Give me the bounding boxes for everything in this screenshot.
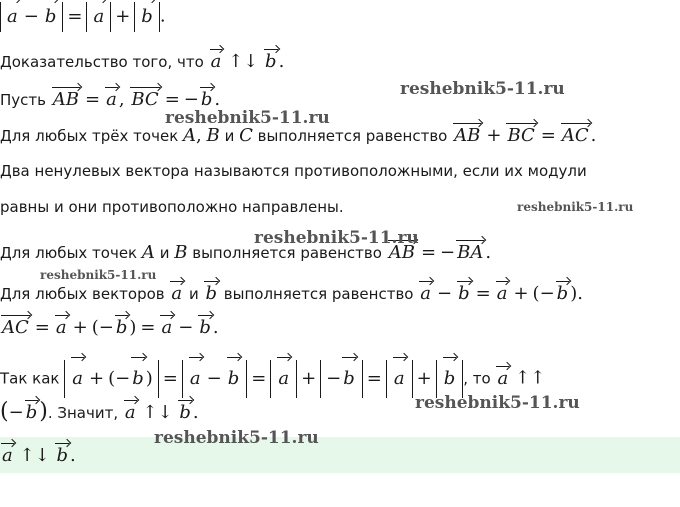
answer-highlight [0,437,680,473]
point-C: C [239,125,253,146]
period: . [577,283,583,304]
text-line-5 [0,197,344,217]
line-2-text: Пусть [0,91,46,109]
answer-line [0,446,76,466]
abs-group [386,360,413,398]
minus-sign: − [183,89,199,110]
watermark: reshebnik5-11.ru [40,268,157,282]
plus-sign: + [72,317,88,338]
vector-a: a [496,283,508,304]
vector-b: b [265,51,277,72]
period: . [278,51,285,72]
left-paren: ( [0,399,9,424]
line-5-text: равны и они противоположно направлены. [0,198,344,216]
period: . [485,242,492,263]
line-6-post: выполняется равенство [192,244,382,262]
period: . [192,402,199,423]
line-7-post: выполняется равенство [223,285,414,303]
plus-sign: + [486,125,502,146]
period: . [214,89,221,110]
text-line-1 [0,52,284,72]
line-9-pre: Так как [0,369,60,388]
line-10-text: . Значит, [47,404,119,422]
vector-AC: AC [561,125,589,146]
right-paren: ) [570,283,578,304]
period: . [590,125,597,146]
vector-b: b [200,89,213,110]
plus-sign: + [89,368,105,389]
minus-sign: − [98,317,114,338]
text-line-4 [0,161,587,181]
vector-a: a [124,402,136,423]
watermark: reshebnik5-11.ru [254,228,419,248]
equals-sign: = [140,317,156,338]
vector-a: a [171,283,183,304]
watermark: reshebnik5-11.ru [154,428,319,448]
vector-a: a [420,283,431,304]
vector-b: b [56,445,68,466]
vector-b: b [130,360,146,398]
antiparallel-symbol: ↑↓ [228,51,259,72]
vector-a: a [55,317,67,338]
minus-sign: − [115,368,131,389]
abs-group [270,360,297,398]
line-3-mid: и [224,127,235,145]
vector-BC: BC [507,125,535,146]
vector-a: a [161,317,173,338]
vector-a: a [70,360,85,398]
equation-line-0 [0,2,166,32]
text-line-2 [0,90,220,110]
equation-line-8 [0,318,219,338]
text-line-7 [0,284,583,304]
minus-sign: − [436,283,453,304]
line-9-mid: , то [463,369,491,388]
equals-sign: = [164,89,180,110]
left-paren: ( [108,368,116,389]
point-B: B [174,242,188,263]
period: . [212,317,219,338]
antiparallel-symbol: ↑↓ [19,445,50,466]
minus-sign: − [326,368,342,389]
equals-sign: = [366,367,382,389]
minus-sign: − [23,6,39,27]
period: . [70,445,76,466]
equals-sign: = [34,317,50,338]
vector-a: a [2,445,13,466]
abs-group [134,2,160,32]
comma: , [196,125,202,146]
watermark: reshebnik5-11.ru [415,393,580,413]
right-paren: ) [145,368,153,389]
vector-a: a [188,360,203,398]
point-A: A [141,242,155,263]
equals-sign: = [251,367,267,389]
vector-b: b [139,2,155,32]
point-A: A [183,125,197,146]
line-6-pre: Для любых точек [0,244,138,262]
line-7-mid: и [188,285,199,303]
text-line-10 [0,399,199,424]
line-3-pre: Для любых трёх точек [0,127,179,145]
abs-group [182,360,247,398]
vector-a: a [392,360,407,398]
minus-sign: − [178,317,194,338]
plus-sign: + [115,5,131,27]
abs-group [64,360,159,398]
right-paren: ) [129,317,137,338]
watermark: reshebnik5-11.ru [400,79,565,99]
vector-AB: AB [388,242,415,263]
right-paren: ) [39,399,48,424]
abs-group [320,360,363,398]
vector-a: a [91,2,106,32]
equals-sign: = [540,125,556,146]
vector-b: b [179,402,191,423]
minus-sign: − [539,283,555,304]
line-3-post: выполняется равенство [257,127,448,145]
line-4-text: Два ненулевых вектора называются противоположными, если их модули [0,162,587,180]
vector-b: b [43,2,59,32]
abs-group [0,2,63,32]
plus-sign: + [301,367,317,389]
plus-sign: + [513,283,529,304]
vector-b: b [25,402,38,423]
equals-sign: = [420,242,437,263]
vector-a: a [497,367,509,389]
line-7-pre: Для любых векторов [0,285,165,303]
vector-a: a [210,51,222,72]
vector-b: b [199,317,211,338]
minus-sign: − [206,368,222,389]
left-paren: ( [532,283,540,304]
line-1-text: Доказательство того, что [0,53,204,71]
vector-BC: BC [131,89,159,110]
vector-b: b [341,360,357,398]
watermark: reshebnik5-11.ru [165,108,330,128]
equals-sign: = [162,367,178,389]
text-line-3 [0,126,596,146]
vector-b: b [226,360,242,398]
vector-BA: BA [457,242,484,263]
equals-sign: = [475,283,491,304]
equals-sign: = [85,89,101,110]
left-paren: ( [91,317,99,338]
watermark: reshebnik5-11.ru [517,200,634,214]
plus-sign: + [416,367,432,389]
line-6-mid: и [159,244,170,262]
minus-sign: − [8,402,24,423]
comma: , [118,89,125,110]
vector-a: a [106,89,117,110]
vector-b: b [556,283,569,304]
vector-b: b [205,283,217,304]
vector-b: b [458,283,470,304]
vector-AB: AB [454,125,481,146]
vector-a: a [5,2,20,32]
vector-b: b [442,360,458,398]
abs-group [86,2,111,32]
vector-b: b [115,317,128,338]
vector-AB: AB [52,89,79,110]
vector-a: a [276,360,291,398]
parallel-symbol: ↑↑ [515,367,546,389]
antiparallel-symbol: ↑↓ [142,402,173,423]
equals-sign: = [67,5,83,27]
point-B: B [206,125,220,146]
vector-AC: AC [2,317,29,338]
minus-sign: − [440,242,456,263]
period: . [159,5,166,27]
